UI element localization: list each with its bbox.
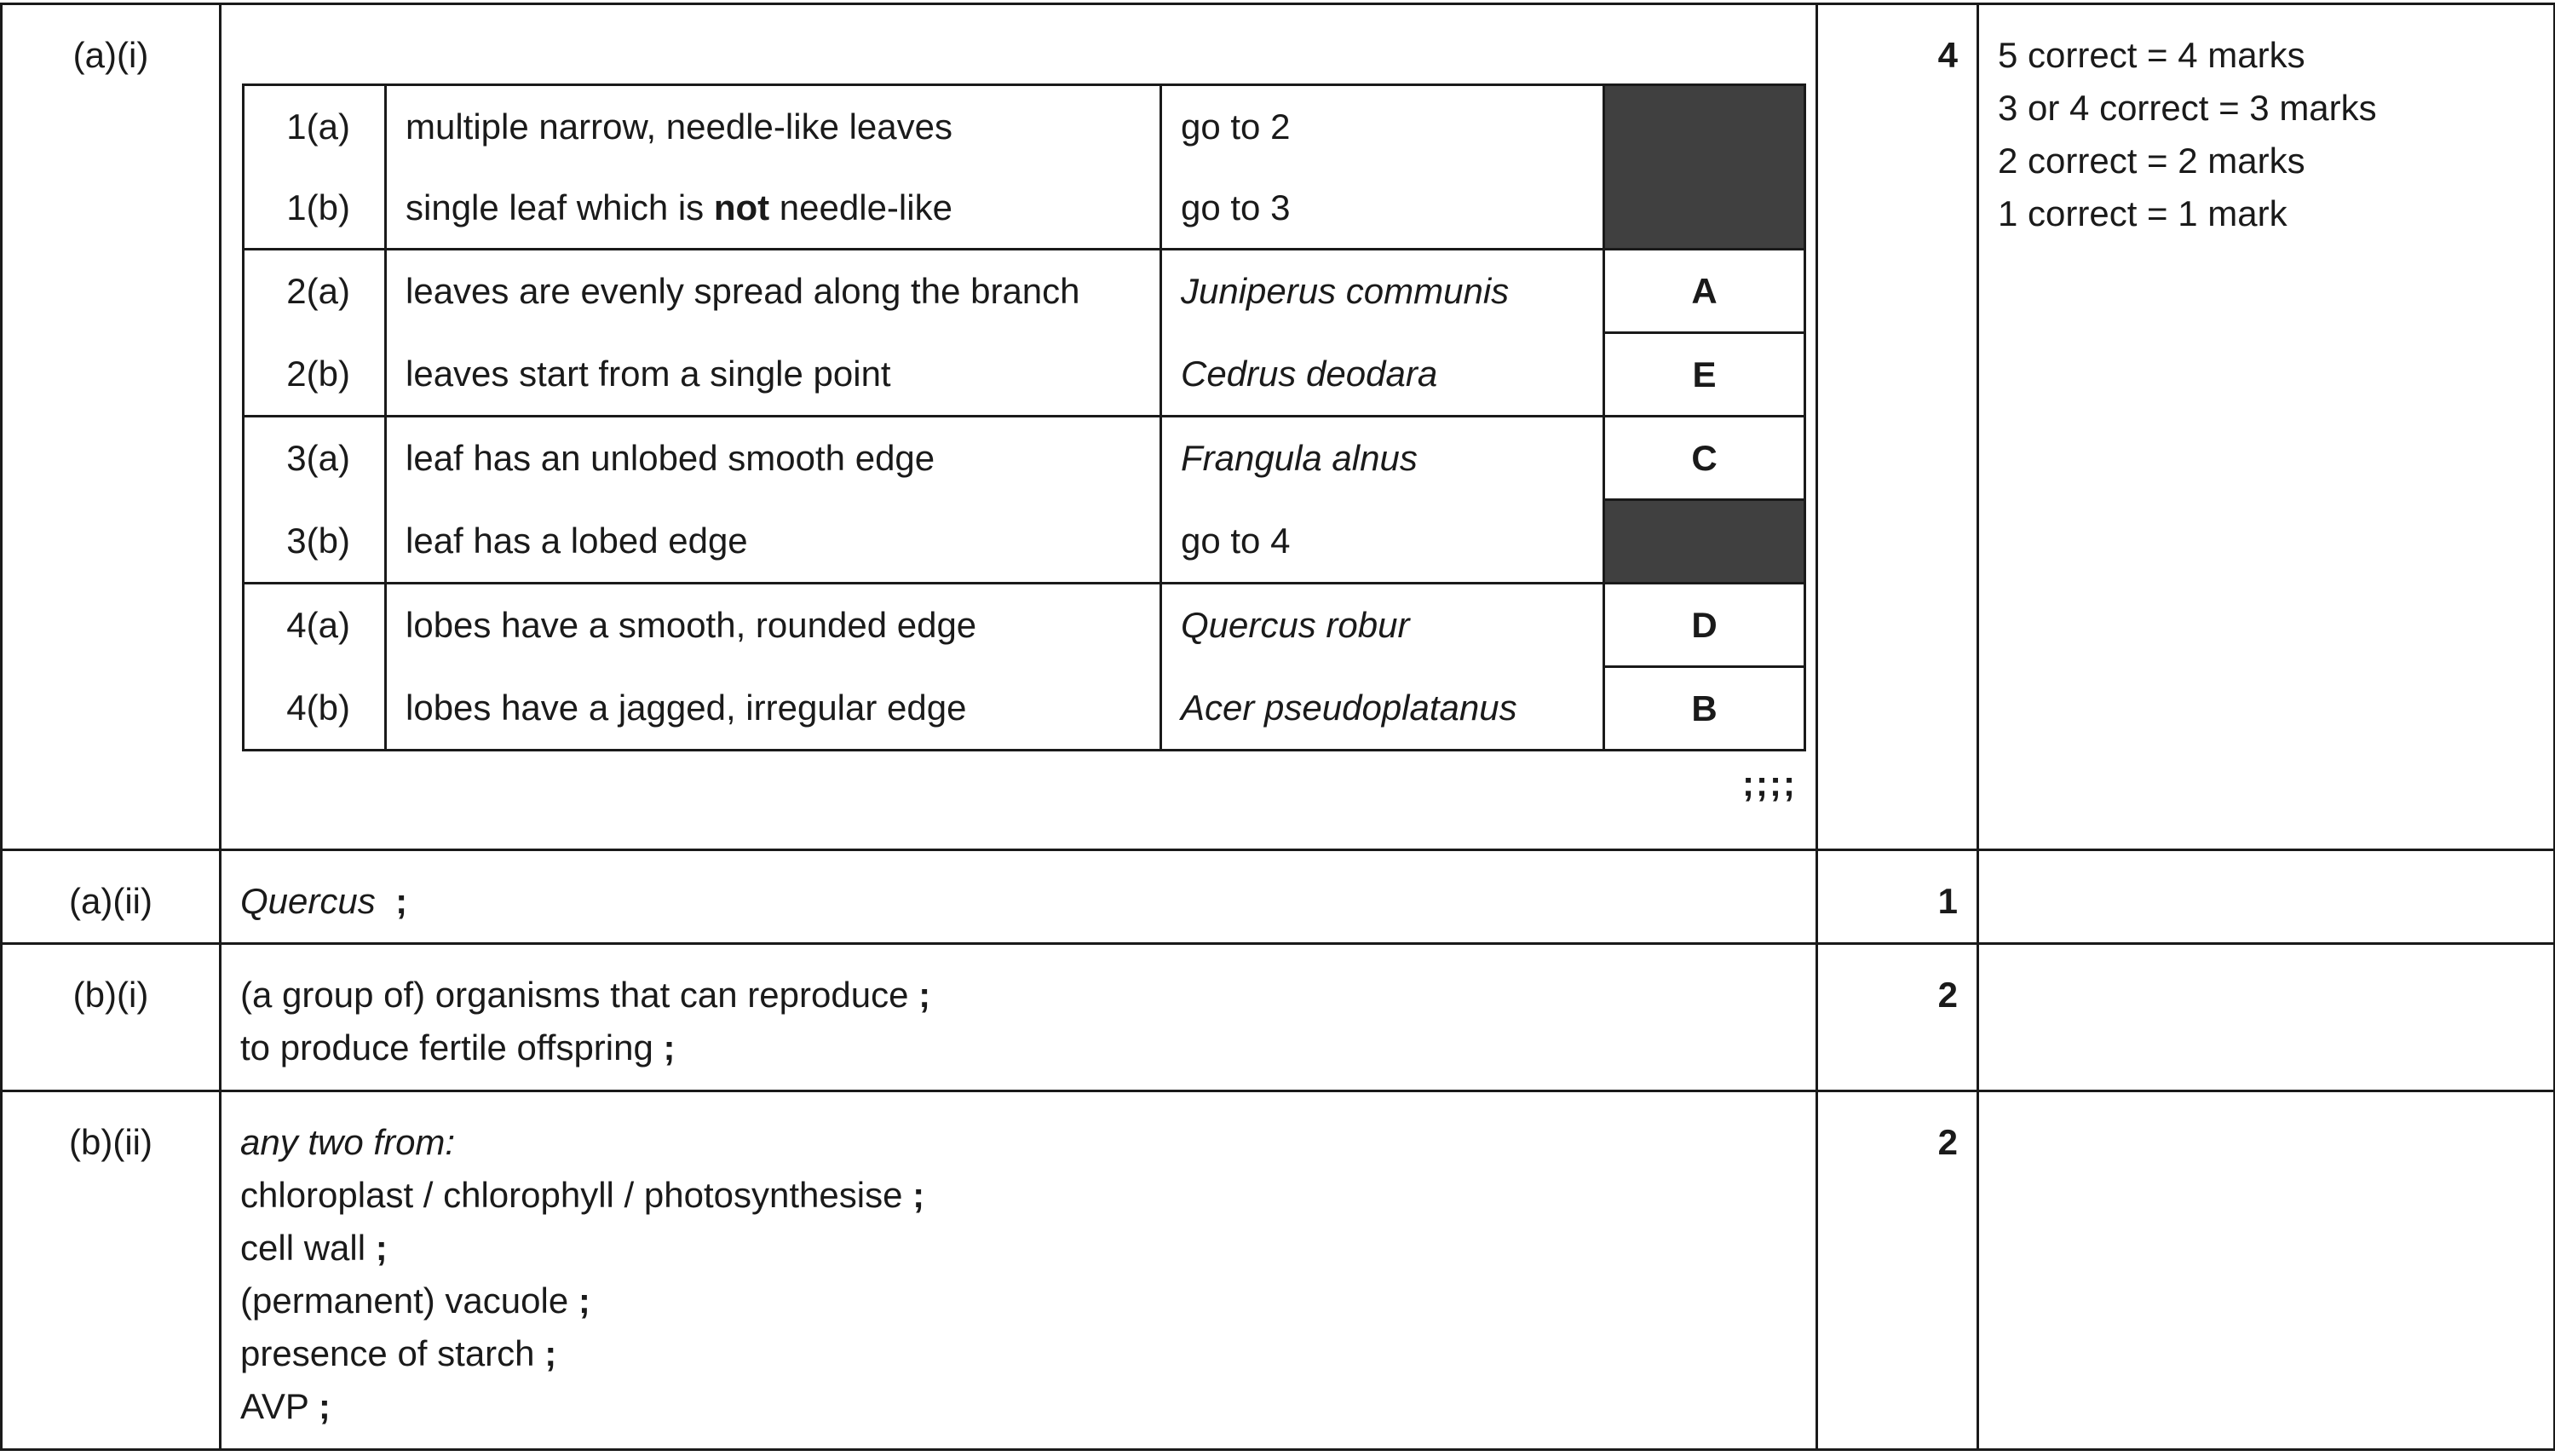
key-row: [244, 85, 1805, 168]
question-number: (a)(i): [2, 4, 221, 850]
mark-scheme-row: [2, 1091, 2555, 1450]
key-result: go to 3: [1161, 167, 1604, 250]
guidance-line: 5 correct = 4 marks: [1998, 35, 2305, 75]
answer-text: cell wall: [240, 1228, 366, 1268]
key-row: [244, 167, 1805, 250]
key-result: go to 2: [1161, 85, 1604, 168]
answer-text: (permanent) vacuole: [240, 1280, 569, 1321]
answer-text: to produce fertile offspring: [240, 1027, 653, 1068]
shaded-cell: [1604, 500, 1805, 584]
key-statement: [386, 167, 1161, 250]
answer-letter: B: [1604, 667, 1805, 751]
key-statement-text: needle-like: [769, 187, 952, 227]
key-step-number: 2(b): [244, 333, 386, 417]
key-step-number: 1(b): [244, 167, 386, 250]
mark-point: ;: [578, 1280, 590, 1321]
question-number: (b)(i): [2, 944, 221, 1091]
mark-point: ;: [918, 975, 931, 1015]
mark-point: ;: [912, 1175, 925, 1215]
answer-text: AVP: [240, 1386, 309, 1426]
answer-text: chloroplast / chlorophyll / photosynthesise: [240, 1175, 903, 1215]
answer-cell: [221, 944, 1817, 1091]
key-statement-text: single leaf which is: [406, 187, 714, 227]
key-result-species: Juniperus communis: [1161, 250, 1604, 333]
key-statement: leaves start from a single point: [386, 333, 1161, 417]
mark-point: ;: [544, 1333, 557, 1373]
answer-line: [240, 969, 1800, 1022]
key-step-number: 4(a): [244, 584, 386, 667]
key-result: go to 4: [1161, 500, 1604, 584]
mark-ticks: ;;;;: [1742, 763, 1797, 803]
mark-scheme-row: [2, 4, 2555, 850]
key-row: [244, 667, 1805, 751]
mark-point: ;: [318, 1386, 331, 1426]
answer-cell: [221, 850, 1817, 944]
key-row: [244, 417, 1805, 500]
dichotomous-key-table: [242, 83, 1806, 751]
guidance-cell: [1978, 1091, 2555, 1450]
key-statement: leaves are evenly spread along the branch: [386, 250, 1161, 333]
guidance-cell: [1978, 850, 2555, 944]
mark-point: ;: [395, 881, 408, 921]
key-statement: leaf has a lobed edge: [386, 500, 1161, 584]
mark-point: ;: [663, 1027, 676, 1068]
key-statement: [386, 85, 1161, 168]
marks-value: 1: [1817, 850, 1978, 944]
key-row: [244, 584, 1805, 667]
answer-line: [240, 1380, 1800, 1433]
key-result-species: Frangula alnus: [1161, 417, 1604, 500]
mark-point: ;: [375, 1228, 388, 1268]
guidance-cell: [1978, 4, 2555, 850]
answer-line: [240, 1275, 1800, 1327]
guidance-cell: [1978, 944, 2555, 1091]
answer-line: [240, 1022, 1800, 1074]
answer-letter: E: [1604, 333, 1805, 417]
answer-line: [240, 1169, 1800, 1222]
marks-value: 4: [1817, 4, 1978, 850]
answer-text: presence of starch: [240, 1333, 535, 1373]
question-number: (b)(ii): [2, 1091, 221, 1450]
mark-scheme-row: [2, 850, 2555, 944]
key-statement: lobes have a jagged, irregular edge: [386, 667, 1161, 751]
key-result-species: Cedrus deodara: [1161, 333, 1604, 417]
answer-letter: D: [1604, 584, 1805, 667]
key-result-species: Acer pseudoplatanus: [1161, 667, 1604, 751]
answer-line: [240, 1327, 1800, 1380]
answer-text: (a group of) organisms that can reproduce: [240, 975, 909, 1015]
answer-line: [240, 1222, 1800, 1275]
key-step-number: 2(a): [244, 250, 386, 333]
key-row: [244, 250, 1805, 333]
key-step-number: 1(a): [244, 85, 386, 168]
key-row: [244, 333, 1805, 417]
guidance-line: 1 correct = 1 mark: [1998, 193, 2287, 233]
answer-letter: C: [1604, 417, 1805, 500]
key-statement: leaf has an unlobed smooth edge: [386, 417, 1161, 500]
answer-intro: any two from:: [240, 1122, 456, 1162]
marks-value: 2: [1817, 944, 1978, 1091]
shaded-cell: [1604, 85, 1805, 250]
key-statement-text: multiple narrow, needle-like leaves: [406, 106, 952, 147]
guidance-line: 3 or 4 correct = 3 marks: [1998, 88, 2377, 128]
question-number: (a)(ii): [2, 850, 221, 944]
key-row: [244, 500, 1805, 584]
key-step-number: 3(a): [244, 417, 386, 500]
key-step-number: 3(b): [244, 500, 386, 584]
mark-scheme-row: [2, 944, 2555, 1091]
answer-line: [240, 875, 1800, 928]
key-statement-emphasis: not: [713, 187, 770, 227]
key-step-number: 4(b): [244, 667, 386, 751]
marks-value: 2: [1817, 1091, 1978, 1450]
key-statement: lobes have a smooth, rounded edge: [386, 584, 1161, 667]
guidance-line: 2 correct = 2 marks: [1998, 141, 2305, 181]
answer-genus: Quercus: [240, 881, 376, 921]
key-result-species: Quercus robur: [1161, 584, 1604, 667]
mark-scheme-table: [0, 3, 2555, 1451]
answer-cell: [221, 4, 1817, 850]
answer-cell: [221, 1091, 1817, 1450]
answer-letter: A: [1604, 250, 1805, 333]
